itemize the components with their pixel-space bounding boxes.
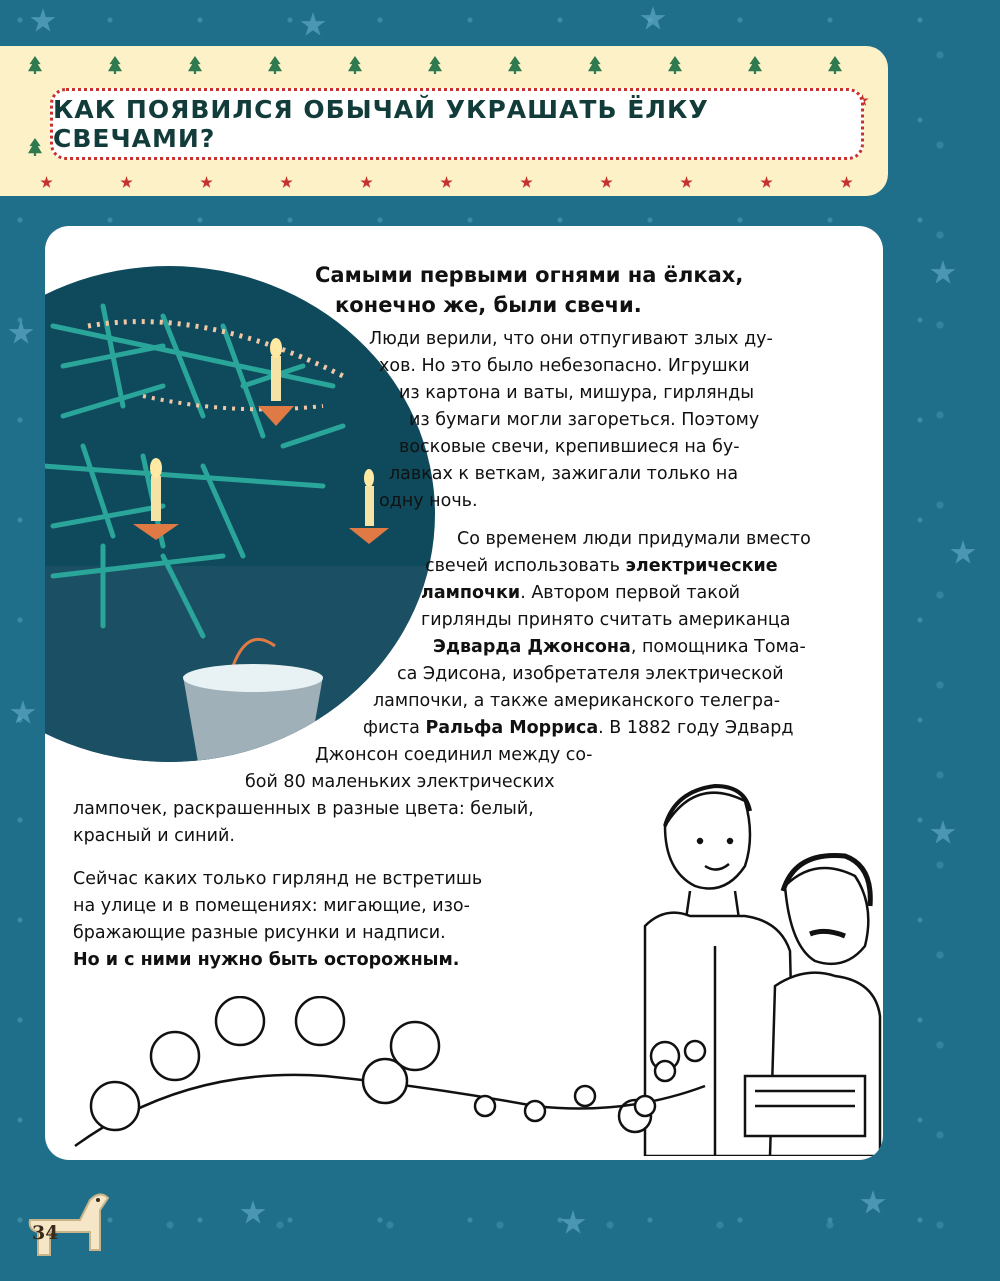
- background-star: [30, 8, 56, 34]
- toy-horse-icon: [20, 1160, 112, 1270]
- christmas-tree-icon: [828, 56, 842, 74]
- christmas-tree-icon: [428, 56, 442, 74]
- christmas-tree-icon: [668, 56, 682, 74]
- christmas-tree-icon: [28, 56, 42, 74]
- lead-paragraph: [295, 260, 879, 320]
- text-line: Сейчас каких только гирлянд не встретишь: [73, 869, 483, 889]
- red-star-icon: [840, 176, 853, 189]
- christmas-tree-icon: [188, 56, 202, 74]
- background-star: [930, 820, 956, 846]
- christmas-tree-icon: [108, 56, 122, 74]
- text-line: бой 80 маленьких электрических: [245, 772, 555, 792]
- background-star: [860, 1190, 886, 1216]
- background-star: [930, 260, 956, 286]
- christmas-tree-icon: [508, 56, 522, 74]
- red-star-icon: [120, 176, 133, 189]
- page-number: 34: [32, 1222, 59, 1244]
- text-line: красный и синий.: [73, 826, 235, 846]
- background-star: [240, 1200, 266, 1226]
- lead-line: конечно же, были свечи.: [335, 293, 642, 317]
- title-banner: [0, 46, 888, 196]
- red-star-icon: [280, 176, 293, 189]
- text-line: из картона и ваты, мишура, гирлянды: [399, 383, 755, 403]
- text-line: хов. Но это было небезопасно. Игрушки: [379, 356, 750, 376]
- text-line: одну ночь.: [379, 491, 478, 511]
- text-line: Люди верили, что они отпугивают злых ду-: [369, 329, 773, 349]
- red-star-icon: [520, 176, 533, 189]
- christmas-tree-icon: [348, 56, 362, 74]
- text-line: на улице и в помещениях: мигающие, изо-: [73, 896, 470, 916]
- warning-text: Но и с ними нужно быть осторожным.: [73, 950, 460, 970]
- light-bulb-garland: [65, 996, 745, 1156]
- text-line: Джонсон соединил между со-: [315, 745, 593, 765]
- content-card: [45, 226, 883, 1160]
- text-line: Со временем люди придумали вместо: [457, 529, 811, 549]
- text-line: лампочки. Автором первой такой: [421, 583, 740, 603]
- red-star-icon: [360, 176, 373, 189]
- text-line: гирлянды принято считать американца: [421, 610, 791, 630]
- christmas-tree-icon: [28, 138, 42, 156]
- background-star: [8, 320, 34, 346]
- text-line: бражающие разные рисунки и надписи.: [73, 923, 446, 943]
- red-star-icon: [680, 176, 693, 189]
- background-star: [640, 6, 666, 32]
- text-line: из бумаги могли загореться. Поэтому: [409, 410, 760, 430]
- lead-line: Самыми первыми огнями на ёлках,: [315, 263, 744, 287]
- text-line: свечей использовать электрические: [425, 556, 778, 576]
- text-line: фиста Ральфа Морриса. В 1882 году Эдвард: [363, 718, 794, 738]
- red-star-icon: [40, 176, 53, 189]
- text-line: лампочки, а также американского телегра-: [373, 691, 781, 711]
- christmas-tree-icon: [748, 56, 762, 74]
- christmas-tree-icon: [588, 56, 602, 74]
- red-star-icon: [760, 176, 773, 189]
- red-star-icon: [600, 176, 613, 189]
- page-title-box: [50, 88, 864, 160]
- text-line: лавках к веткам, зажигали только на: [389, 464, 739, 484]
- background-star: [560, 1210, 586, 1236]
- text-line: Эдварда Джонсона, помощника Тома-: [433, 637, 806, 657]
- background-star: [950, 540, 976, 566]
- paragraph-modern-garlands: [73, 866, 593, 974]
- page-title: КАК ПОЯВИЛСЯ ОБЫЧАЙ УКРАШАТЬ ЁЛКУ СВЕЧАМИ?: [53, 95, 709, 153]
- paragraph-candles: [369, 326, 849, 515]
- background-star: [10, 700, 36, 726]
- red-star-icon: [440, 176, 453, 189]
- text-line: лампочек, раскрашенных в разные цвета: белый,: [73, 799, 534, 819]
- red-star-icon: [200, 176, 213, 189]
- background-star: [300, 12, 326, 38]
- text-line: са Эдисона, изобретателя электрической: [397, 664, 784, 684]
- christmas-tree-icon: [268, 56, 282, 74]
- text-line: восковые свечи, крепившиеся на бу-: [399, 437, 740, 457]
